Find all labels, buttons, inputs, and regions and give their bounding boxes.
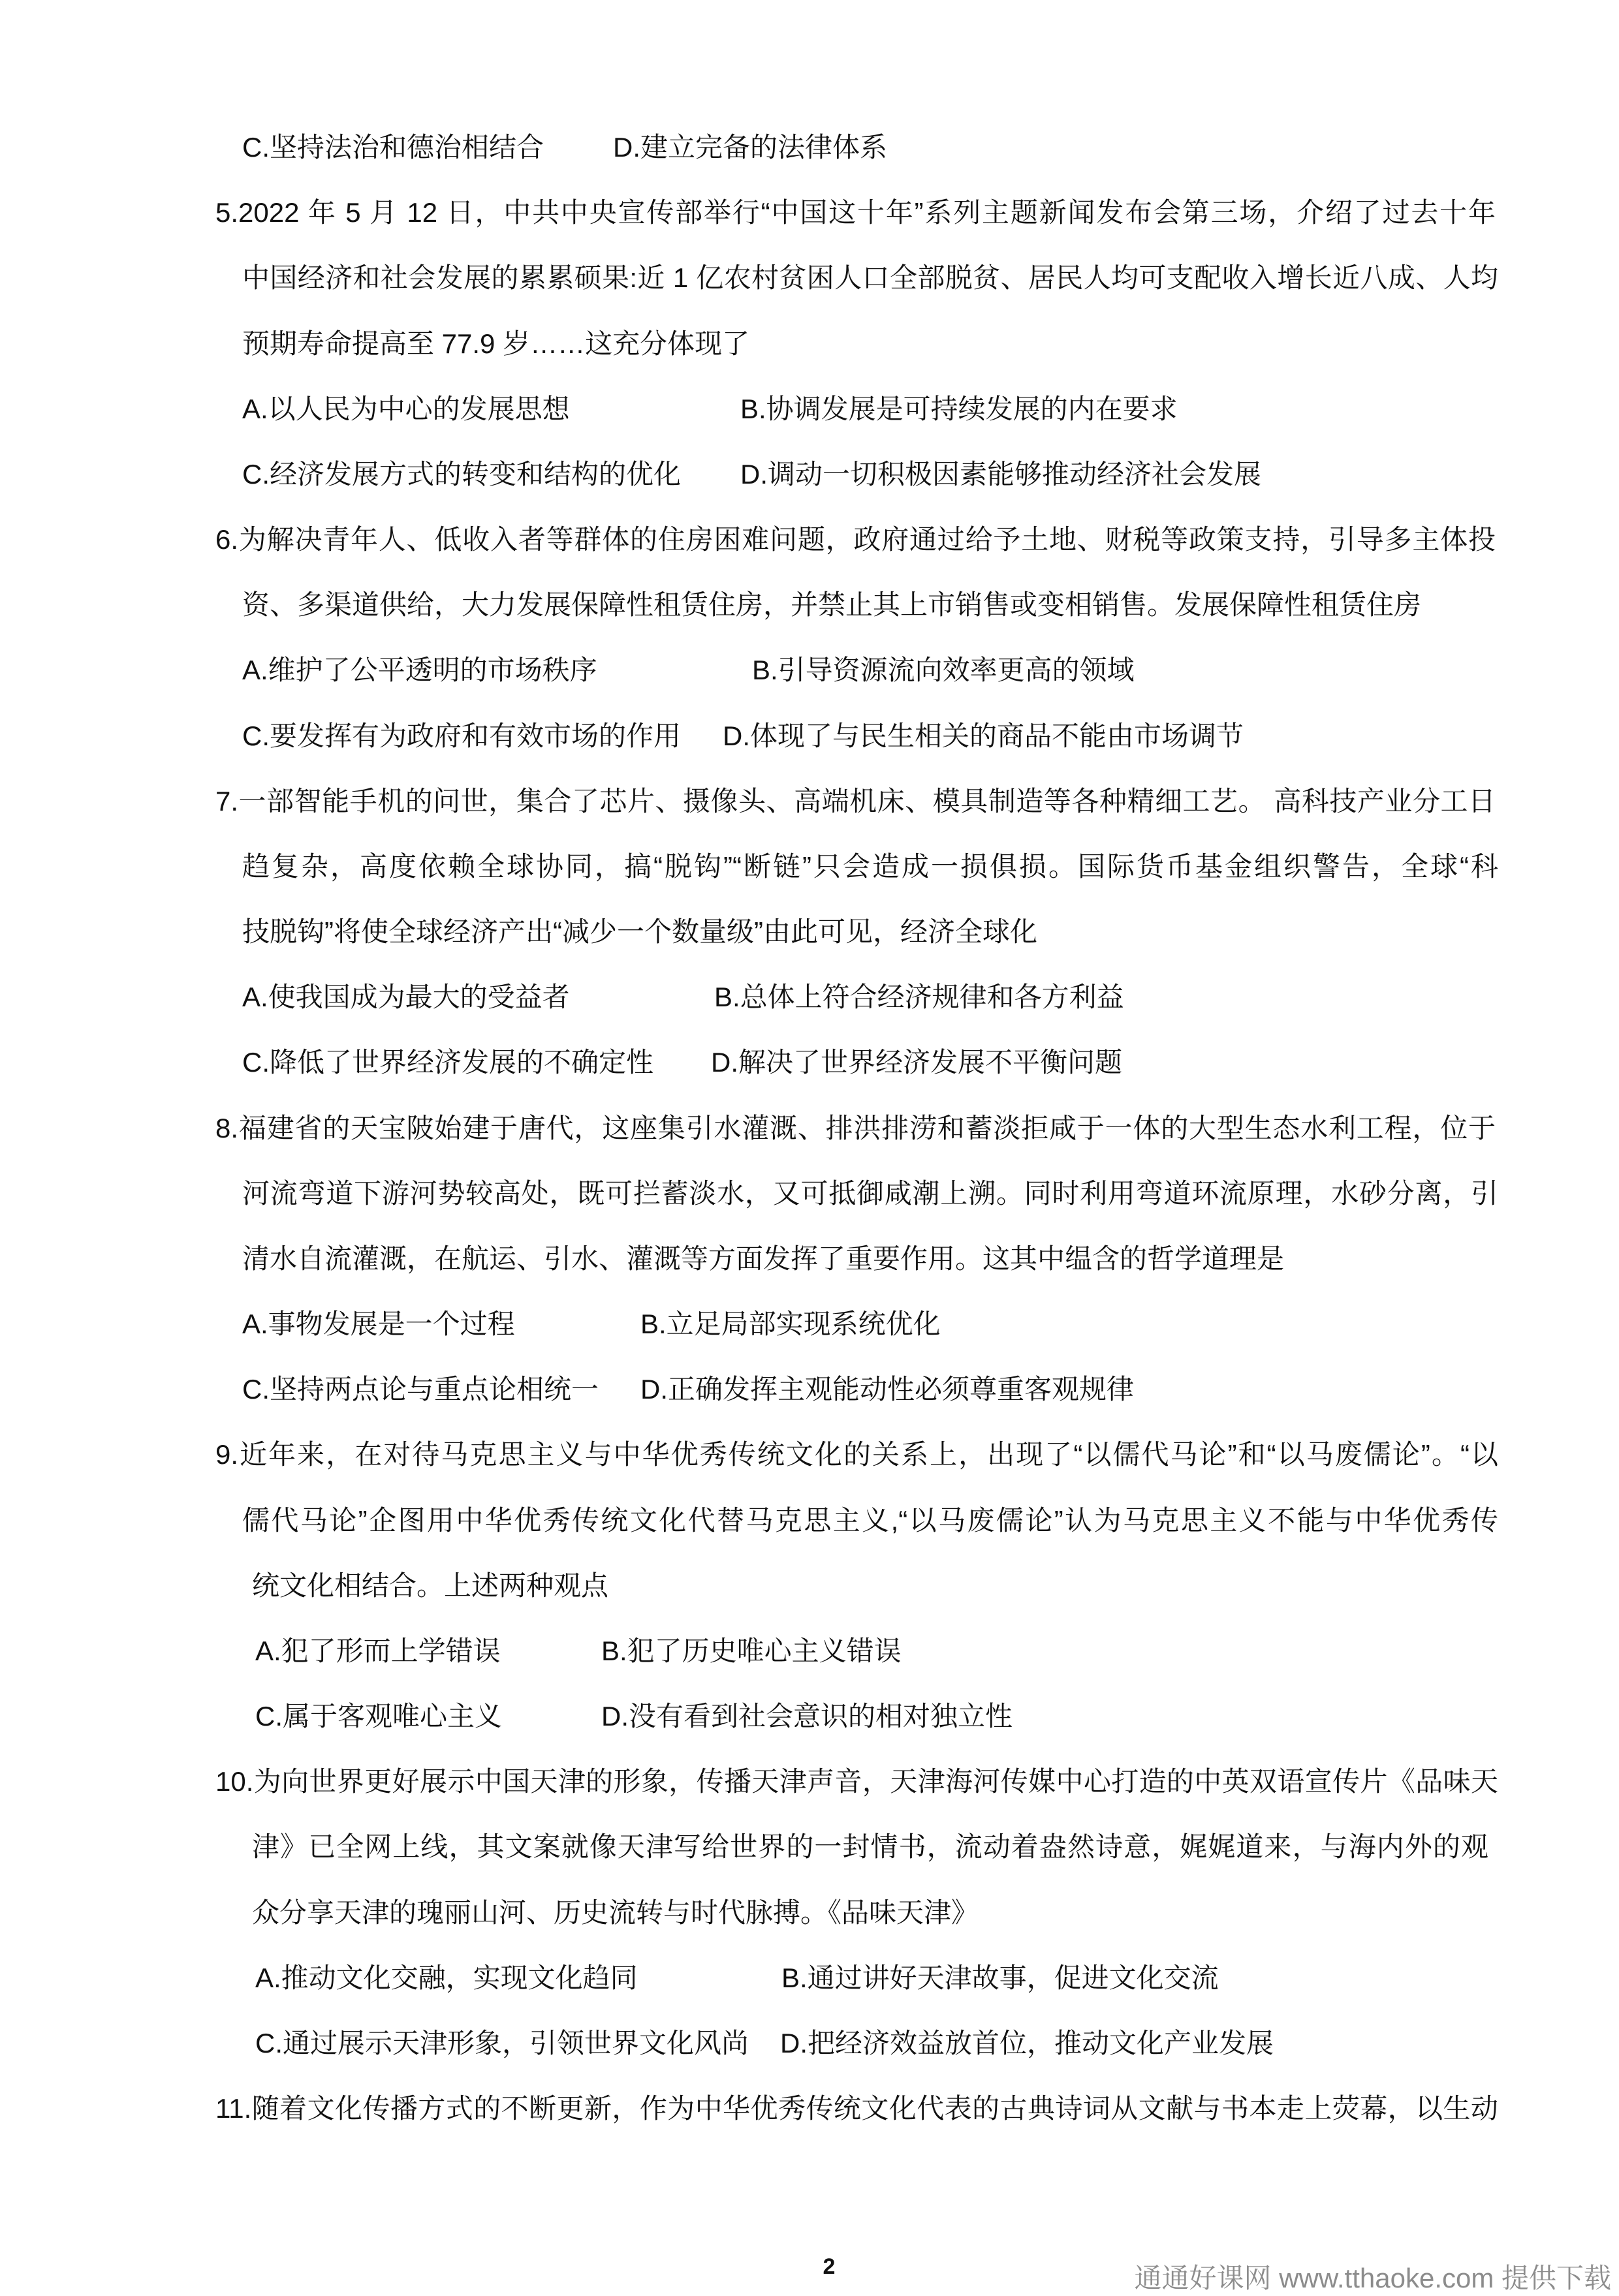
option-a: A.犯了形而上学错误 bbox=[255, 1636, 501, 1666]
question-stem-line: 9.近年来，在对待马克思主义与中华优秀传统文化的关系上，出现了“以儒代马论”和“以马废儒论”。“以 bbox=[215, 1439, 1498, 1470]
option-d: D.解决了世界经济发展不平衡问题 bbox=[711, 1047, 1123, 1078]
option-c: C.坚持两点论与重点论相统一 bbox=[242, 1374, 599, 1404]
question-stem-line: 众分享天津的瑰丽山河、历史流转与时代脉搏。《品味天津》 bbox=[252, 1897, 979, 1928]
option-d: D.正确发挥主观能动性必须尊重客观规律 bbox=[640, 1374, 1135, 1404]
option-a: A.维护了公平透明的市场秩序 bbox=[242, 655, 597, 685]
question-stem-line: 河流弯道下游河势较高处，既可拦蓄淡水，又可抵御咸潮上溯。同时利用弯道环流原理，水砂分离，引 bbox=[242, 1178, 1498, 1209]
option-d: D.建立完备的法律体系 bbox=[613, 132, 888, 163]
question-stem-line: 统文化相结合。上述两种观点 bbox=[252, 1570, 609, 1601]
option-c: C.属于客观唯心主义 bbox=[255, 1701, 503, 1731]
option-a: A.以人民为中心的发展思想 bbox=[242, 394, 570, 424]
question-stem-line: 8.福建省的天宝陂始建于唐代，这座集引水灌溉、排洪排涝和蓄淡拒咸于一体的大型生态水利工程，位于 bbox=[215, 1113, 1496, 1143]
option-b: B.立足局部实现系统优化 bbox=[640, 1309, 941, 1339]
question-stem-line: 津》已全网上线，其文案就像天津写给世界的一封情书，流动着盎然诗意，娓娓道来，与海内外的观 bbox=[252, 1831, 1488, 1862]
page-number: 2 bbox=[823, 2254, 836, 2279]
option-b: B.引导资源流向效率更高的领域 bbox=[752, 655, 1135, 685]
option-d: D.把经济效益放首位，推动文化产业发展 bbox=[780, 2028, 1274, 2058]
question-stem-line: 资、多渠道供给，大力发展保障性租赁住房，并禁止其上市销售或变相销售。发展保障性租赁住房 bbox=[242, 589, 1422, 620]
question-stem-line: 11.随着文化传播方式的不断更新，作为中华优秀传统文化代表的古典诗词从文献与书本走上荧幕，以生动 bbox=[215, 2093, 1498, 2124]
option-b: B.通过讲好天津故事，促进文化交流 bbox=[781, 1962, 1219, 1993]
question-stem-line: 10.为向世界更好展示中国天津的形象，传播天津声音，天津海河传媒中心打造的中英双语宣传片《品味天 bbox=[215, 1766, 1498, 1797]
option-c: C.通过展示天津形象，引领世界文化风尚 bbox=[255, 2028, 749, 2058]
question-stem-line: 中国经济和社会发展的累累硕果:近 1 亿农村贫困人口全部脱贫、居民人均可支配收入增长近八成、人均 bbox=[242, 262, 1498, 293]
question-stem-line: 预期寿命提高至 77.9 岁……这充分体现了 bbox=[242, 328, 750, 359]
question-stem-line: 趋复杂，高度依赖全球协同，搞“脱钩”“断链”只会造成一损俱损。国际货币基金组织警告，全球“科 bbox=[242, 851, 1498, 882]
question-stem-line: 7.一部智能手机的问世，集合了芯片、摄像头、高端机床、模具制造等各种精细工艺。 高科技产业分工日 bbox=[215, 786, 1496, 816]
option-d: D.体现了与民生相关的商品不能由市场调节 bbox=[723, 721, 1244, 751]
option-c: C.要发挥有为政府和有效市场的作用 bbox=[242, 721, 682, 751]
option-c: C.坚持法治和德治相结合 bbox=[242, 132, 544, 163]
question-stem-line: 6.为解决青年人、低收入者等群体的住房困难问题，政府通过给予土地、财税等政策支持，引导多主体投 bbox=[215, 524, 1496, 555]
question-stem-line: 技脱钩”将使全球经济产出“减少一个数量级”由此可见，经济全球化 bbox=[242, 916, 1037, 947]
option-d: D.调动一切积极因素能够推动经济社会发展 bbox=[740, 459, 1262, 489]
option-b: B.犯了历史唯心主义错误 bbox=[601, 1636, 902, 1666]
question-stem-line: 5.2022 年 5 月 12 日，中共中央宣传部举行“中国这十年”系列主题新闻发布会第三场，介绍了过去十年 bbox=[215, 197, 1496, 228]
question-stem-line: 清水自流灌溉，在航运、引水、灌溉等方面发挥了重要作用。这其中缊含的哲学道理是 bbox=[242, 1243, 1285, 1274]
question-stem-line: 儒代马论”企图用中华优秀传统文化代替马克思主义,“以马废儒论”认为马克思主义不能与中华优秀传 bbox=[242, 1505, 1498, 1536]
option-b: B.总体上符合经济规律和各方利益 bbox=[714, 982, 1124, 1012]
option-b: B.协调发展是可持续发展的内在要求 bbox=[740, 394, 1178, 424]
option-c: C.降低了世界经济发展的不确定性 bbox=[242, 1047, 654, 1078]
watermark-text: 通通好课网 www.tthaoke.com 提供下载 bbox=[1134, 2263, 1611, 2293]
option-a: A.使我国成为最大的受益者 bbox=[242, 982, 570, 1012]
option-c: C.经济发展方式的转变和结构的优化 bbox=[242, 459, 682, 489]
option-a: A.推动文化交融，实现文化趋同 bbox=[255, 1962, 638, 1993]
option-a: A.事物发展是一个过程 bbox=[242, 1309, 515, 1339]
option-d: D.没有看到社会意识的相对独立性 bbox=[601, 1701, 1013, 1731]
